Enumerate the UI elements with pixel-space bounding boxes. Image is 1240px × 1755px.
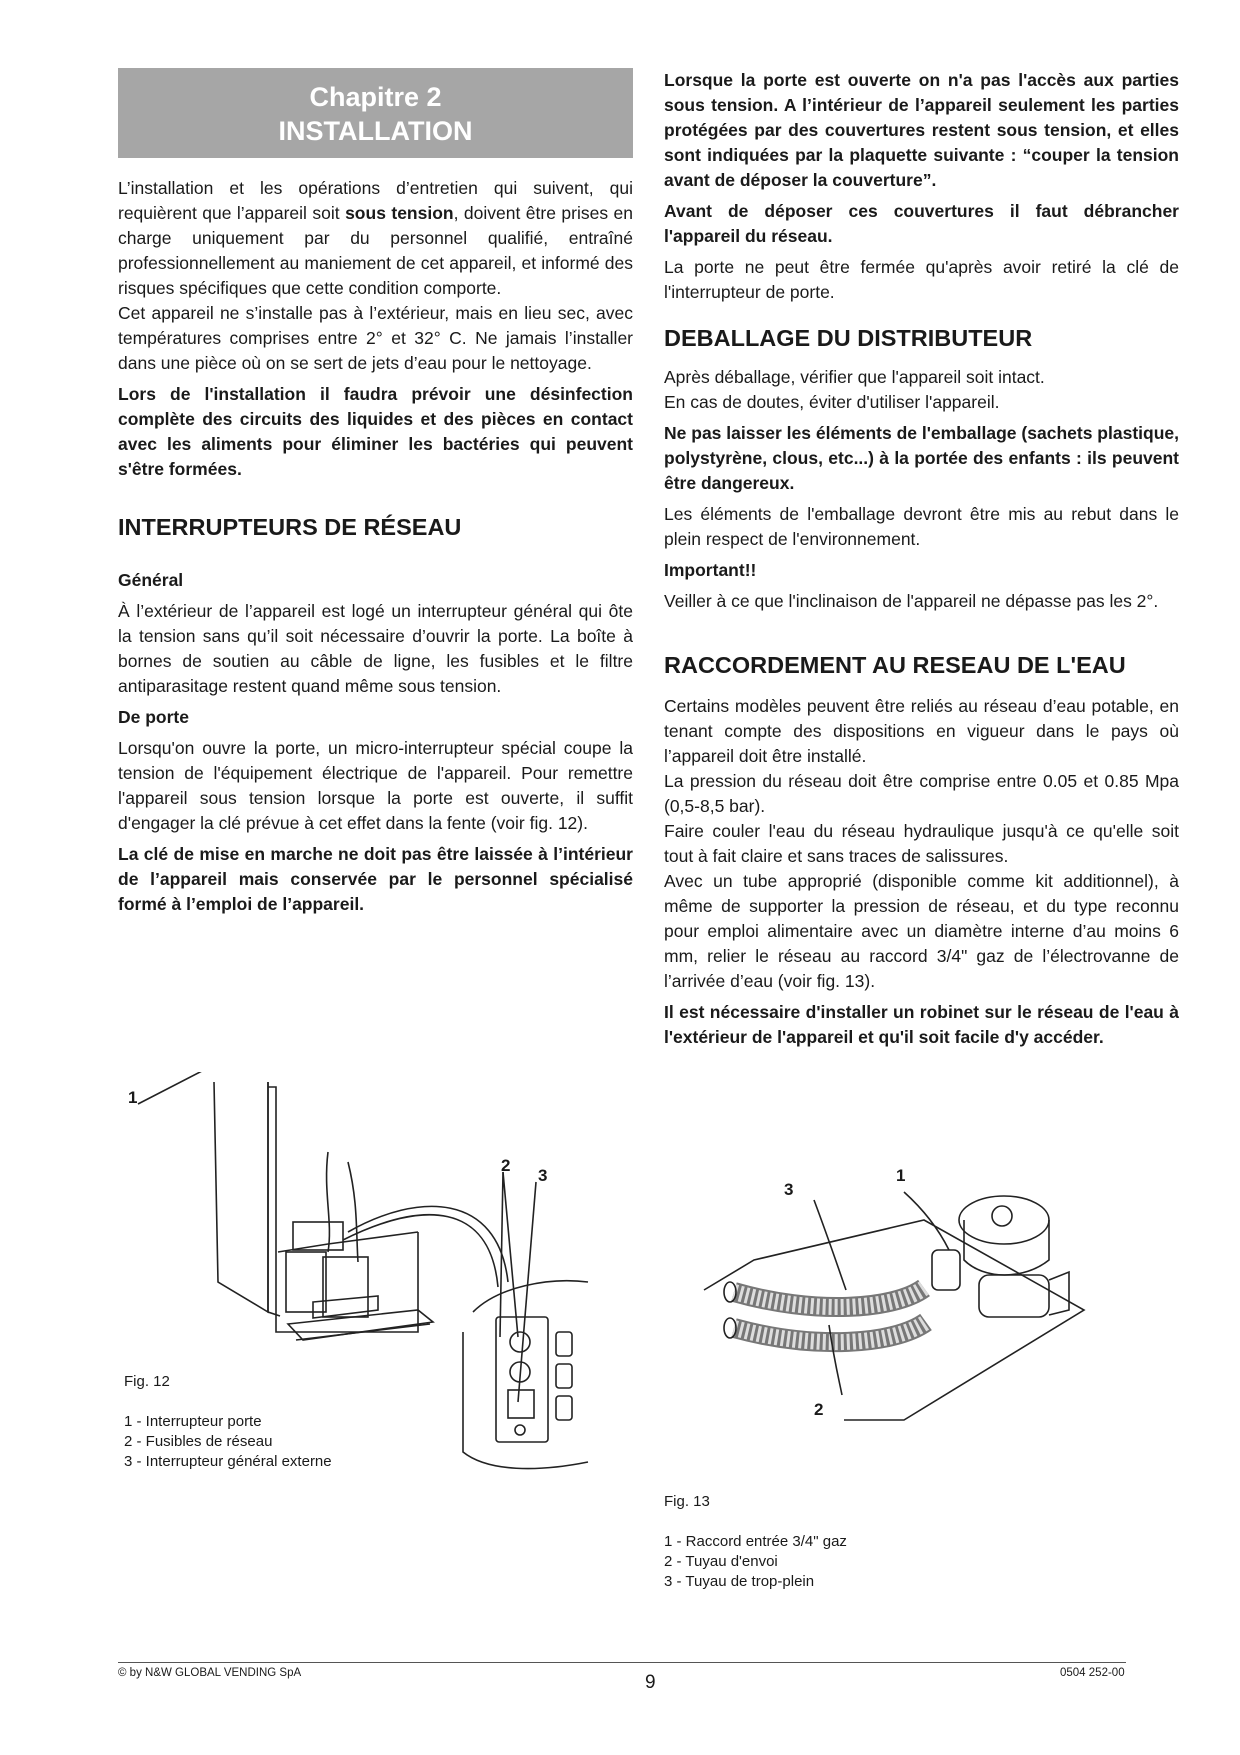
valve-paragraph: Il est nécessaire d'installer un robinet sur le réseau de l'eau à l'extérieur de l'appareil et qu'il soit facile d'y accéder. — [664, 1002, 1179, 1047]
tube-paragraph: Avec un tube approprié (disponible comme kit additionnel), à même de supporter la pression de réseau, et du type reconnu pour emploi alimentaire avec un diamètre interne d’au moins 6 mm, relier le réseau au raccord 3/4" gaz de l’électrovanne de l’arrivée d’eau (voir fig. 13). — [664, 871, 1179, 991]
figure-12 — [118, 1072, 638, 1492]
heading-deballage: DEBALLAGE DU DISTRIBUTEUR — [664, 325, 1033, 351]
intro-text-c: , doivent être prises en charge uniquement par du personnel qualifié, entraîné professionnellement au maniement de cet appareil, et informé des risques spécifiques que cette condition comporte. — [118, 203, 633, 298]
fig12-legend-2: 2 - Fusibles de réseau — [124, 1433, 273, 1450]
chapter-number: Chapitre 2 — [309, 82, 442, 112]
chapter-banner — [118, 68, 633, 158]
key-warning-paragraph: La clé de mise en marche ne doit pas être laissée à l’intérieur de l’appareil mais conservée par le personnel spécialisé formé à l’emploi de l’appareil. — [118, 844, 633, 914]
fig12-callout-1: 1 — [128, 1088, 138, 1107]
intro-paragraph — [118, 176, 633, 301]
fig13-callout-1: 1 — [896, 1166, 906, 1185]
water-network-paragraph: Certains modèles peuvent être reliés au réseau d’eau potable, en tenant compte des dispositions en vigueur dans le pays où l’appareil doit être installé. — [664, 696, 1179, 766]
heading-interrupteurs: INTERRUPTEURS DE RÉSEAU — [118, 514, 462, 540]
fig13-legend-2: 2 - Tuyau d'envoi — [664, 1553, 778, 1570]
heading-raccordement: RACCORDEMENT AU RESEAU DE L'EAU — [664, 652, 1126, 678]
figure-13-drawing — [664, 1180, 1184, 1480]
intro-text-bold: sous tension — [345, 203, 454, 223]
door-close-paragraph: La porte ne peut être fermée qu'après avoir retiré la clé de l'interrupteur de porte. — [664, 257, 1179, 302]
disinfection-paragraph: Lors de l'installation il faudra prévoir une désinfection complète des circuits des liquides et des pièces en contact avec les aliments pour éliminer les bactéries qui peuvent s'être formées. — [118, 384, 633, 479]
right-column — [664, 68, 1179, 1050]
pressure-paragraph: La pression du réseau doit être comprise entre 0.05 et 0.85 Mpa (0,5-8,5 bar). — [664, 771, 1179, 816]
fig13-callout-3: 3 — [784, 1180, 794, 1199]
fig13-legend-1: 1 - Raccord entrée 3/4" gaz — [664, 1533, 847, 1550]
heading-de-porte: De porte — [118, 707, 189, 727]
porte-paragraph: Lorsqu'on ouvre la porte, un micro-interrupteur spécial coupe la tension de l'équipement électrique de l'appareil. Pour remettre l'appareil sous tension lorsque la porte est ouverte, il suffit d'engager la clé prévue à cet effet dans la fente (voir fig. 12). — [118, 738, 633, 833]
chapter-title: INSTALLATION — [278, 116, 473, 146]
fig12-legend-1: 1 - Interrupteur porte — [124, 1413, 262, 1430]
document-code: 0504 252-00 — [1060, 1667, 1125, 1679]
disconnect-paragraph: Avant de déposer ces couvertures il faut débrancher l'appareil du réseau. — [664, 201, 1179, 246]
disposal-paragraph: Les éléments de l'emballage devront être mis au rebut dans le plein respect de l'environnement. — [664, 504, 1179, 549]
fig13-title: Fig. 13 — [664, 1493, 710, 1510]
tilt-paragraph: Veiller à ce que l'inclinaison de l'appareil ne dépasse pas les 2°. — [664, 591, 1159, 611]
flush-paragraph: Faire couler l'eau du réseau hydraulique jusqu'à ce qu'elle soit tout à fait claire et sans traces de salissures. — [664, 821, 1179, 866]
fig13-callout-2: 2 — [814, 1400, 824, 1419]
door-open-paragraph: Lorsque la porte est ouverte on n'a pas l'accès aux parties sous tension. A l’intérieur de l’appareil seulement les parties protégées par des couvertures restent sous tension, et elles sont indiquées par la plaquette suivante : “couper la tension avant de déposer la couverture”. — [664, 70, 1179, 190]
page-number: 9 — [645, 1672, 656, 1693]
fig12-callout-2: 2 — [501, 1156, 511, 1175]
figure-13 — [664, 1166, 1184, 1590]
fig12-title: Fig. 12 — [124, 1373, 170, 1390]
packaging-warning-paragraph: Ne pas laisser les éléments de l'emballage (sachets plastique, polystyrène, clous, etc...) à la portée des enfants : ils peuvent être dangereux. — [664, 423, 1179, 493]
footer-copyright: © by N&W GLOBAL VENDING SpA — [118, 1667, 302, 1679]
important-label: Important!! — [664, 560, 757, 580]
fig12-callout-3: 3 — [538, 1166, 548, 1185]
fig13-legend-3: 3 - Tuyau de trop-plein — [664, 1573, 815, 1590]
fig12-legend-3: 3 - Interrupteur général externe — [124, 1453, 332, 1470]
location-paragraph: Cet appareil ne s’installe pas à l’extérieur, mais en lieu sec, avec températures comprises entre 2° et 32° C. Ne jamais l’installer dans une pièce où on se sert de jets d’eau pour le nettoyage. — [118, 303, 633, 373]
left-column — [118, 68, 633, 917]
heading-general: Général — [118, 570, 184, 590]
unpack-line-2: En cas de doutes, éviter d'utiliser l'appareil. — [664, 392, 1000, 412]
footer-divider — [118, 1662, 1126, 1663]
unpack-line-1: Après déballage, vérifier que l'appareil soit intact. — [664, 367, 1045, 387]
intro-text-a: L’installation et les opérations d’entretien qui suivent, qui requièrent que l’appareil soit — [118, 178, 633, 223]
general-paragraph: À l’extérieur de l’appareil est logé un interrupteur général qui ôte la tension sans qu’il soit nécessaire d’ouvrir la porte. La boîte à bornes de soutien au câble de ligne, les fusibles et le filtre antiparasitage restent quand même sous tension. — [118, 601, 633, 696]
